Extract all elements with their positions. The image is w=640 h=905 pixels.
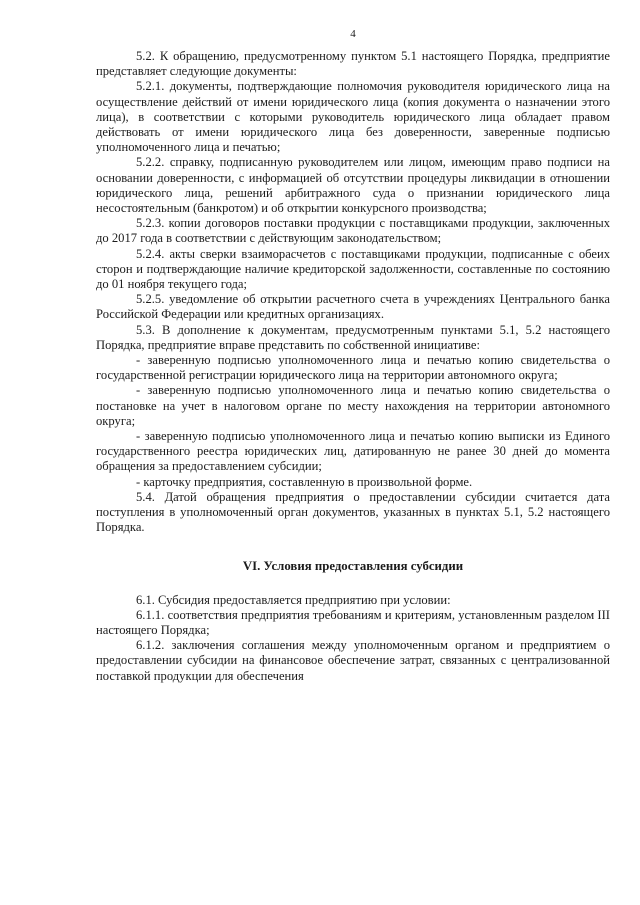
section-vi-body [96, 593, 610, 684]
paragraph-6-1-2: 6.1.2. заключения соглашения между уполномоченным органом и предприятием о предоставлении субсидии на финансовое обеспечение затрат, связанных с централизованной поставкой продукции для обеспечения [96, 638, 610, 683]
list-item-company-card: - карточку предприятия, составленную в произвольной форме. [136, 474, 473, 489]
list-item-registry-extract: - заверенную подписью уполномоченного лица и печатью копию выписки из Единого государственного реестра юридических лиц, датированную не ранее 30 дней до момента обращения за предоставлением субсидии; [96, 429, 610, 474]
section-v-body [96, 49, 610, 536]
paragraph-6-1: 6.1. Субсидия предоставляется предприятию при условии: [136, 592, 451, 607]
paragraph-5-2-5: 5.2.5. уведомление об открытии расчетного счета в учреждениях Центрального банка Российской Федерации или кредитных организациях. [96, 292, 610, 322]
paragraph-5-2-4: 5.2.4. акты сверки взаиморасчетов с поставщиками продукции, подписанные с обеих сторон и подтверждающие наличие кредиторской задолженности, составленные по состоянию до 01 ноября текущего года; [96, 246, 610, 292]
paragraph-6-1-1: 6.1.1. соответствия предприятия требованиям и критериям, установленным разделом III настоящего Порядка; [96, 607, 610, 637]
paragraph-5-2: 5.2. К обращению, предусмотренному пунктом 5.1 настоящего Порядка, предприятие представляет следующие документы: [96, 49, 610, 79]
list-item-tax-certificate: - заверенную подписью уполномоченного лица и печатью копию свидетельства о постановке на учет в налоговом органе по месту нахождения на территории автономного округа; [96, 383, 610, 428]
paragraph-5-2-3: 5.2.3. копии договоров поставки продукции с поставщиками продукции, заключенных до 2017 года в соответствии с действующим законодательством; [96, 216, 610, 246]
list-item-registration-certificate: - заверенную подписью уполномоченного лица и печатью копию свидетельства о государственной регистрации юридического лица на территории автономного округа; [96, 353, 610, 383]
section-title: VI. Условия предоставления субсидии [242, 558, 464, 573]
page-number: 4 [350, 28, 356, 40]
paragraph-5-2-1: 5.2.1. документы, подтверждающие полномочия руководителя юридического лица на осуществление действий от имени юридического лица (копия документа о назначении этого лица), в соответствии с которыми руководитель юридического лица обладает правом действовать от имени юридического лица без доверенности, заверенные подписью уполномоченного лица и печатью; [96, 79, 610, 155]
paragraph-5-2-2: 5.2.2. справку, подписанную руководителем или лицом, имеющим право подписи на основании доверенности, с информацией об отсутствии процедуры ликвидации в отношении юридического лица, решений арбитражного суда о признании юридического лица несостоятельным (банкротом) и об открытии конкурсного производства; [96, 155, 610, 216]
paragraph-5-4: 5.4. Датой обращения предприятия о предоставлении субсидии считается дата поступления в уполномоченный орган документов, указанных в пунктах 5.1, 5.2 настоящего Порядка. [96, 489, 610, 535]
paragraph-5-3: 5.3. В дополнение к документам, предусмотренным пунктами 5.1, 5.2 настоящего Порядка, предприятие вправе представить по собственной инициативе: [96, 322, 610, 352]
